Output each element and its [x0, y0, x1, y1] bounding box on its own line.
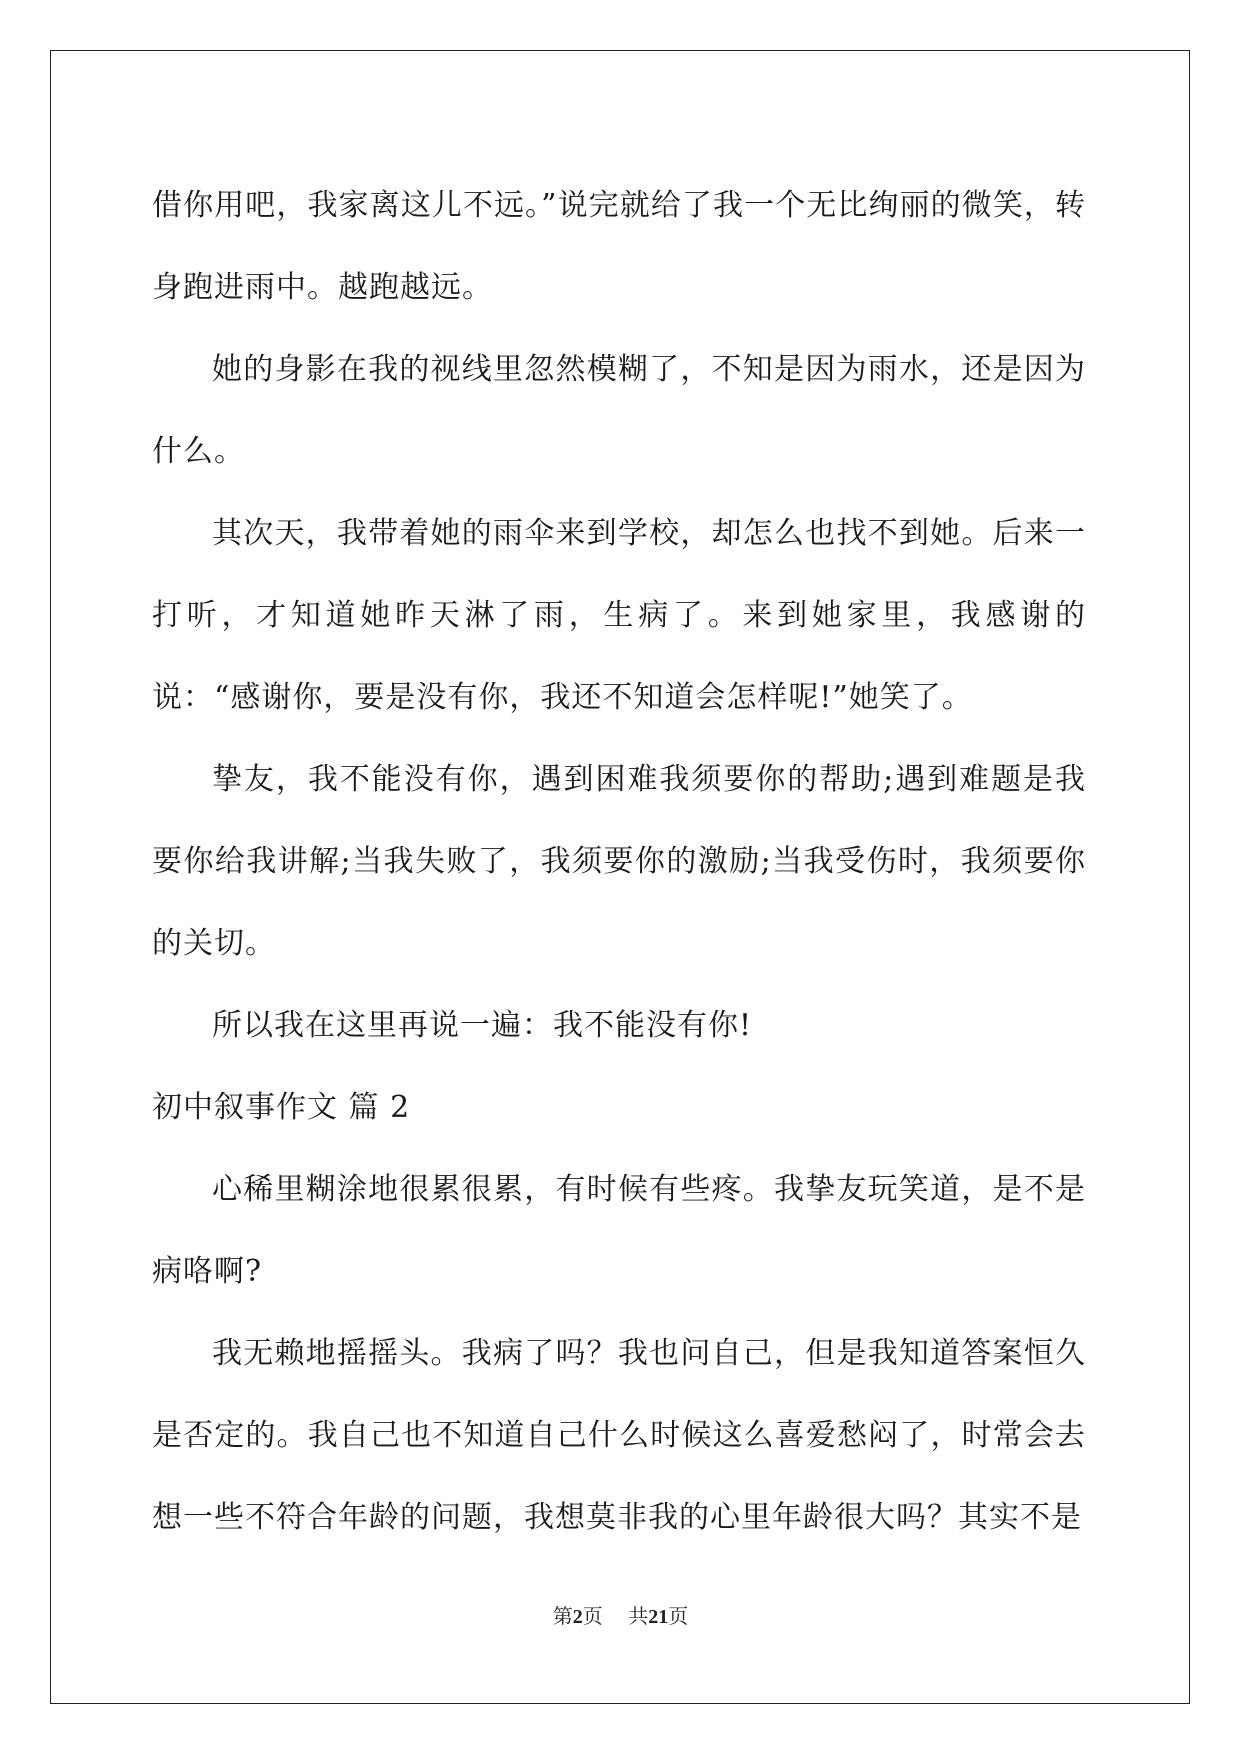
paragraph: 我无赖地摇摇头。我病了吗？我也问自己，但是我知道答案恒久是否定的。我自己也不知道自己什么时候这么喜爱愁闷了，时常会去想一些不符合年龄的问题，我想莫非我的心里年龄很大吗？其实不是	[152, 1336, 1086, 1535]
paragraph: 所以我在这里再说一遍：我不能没有你!	[212, 1008, 753, 1043]
paragraph: 挚友，我不能没有你，遇到困难我须要你的帮助;遇到难题是我要你给我讲解;当我失败了，我须要你的激励;当我受伤时，我须要你的关切。	[152, 762, 1086, 961]
total-pages: 21	[648, 1606, 669, 1628]
paragraph: 她的身影在我的视线里忽然模糊了，不知是因为雨水，还是因为什么。	[152, 352, 1086, 469]
page-suffix: 页	[582, 1604, 603, 1628]
paragraph: 其次天，我带着她的雨伞来到学校，却怎么也找不到她。后来一打听，才知道她昨天淋了雨，生病了。来到她家里，我感谢的说：“感谢你，要是没有你，我还不知道会怎样呢!”她笑了。	[152, 516, 1086, 715]
document-body	[152, 165, 1086, 1559]
page-prefix: 第	[552, 1604, 573, 1628]
paragraph: 心稀里糊涂地很累很累，有时候有些疼。我挚友玩笑道，是不是病咯啊?	[152, 1172, 1086, 1289]
total-suffix: 页	[668, 1604, 689, 1628]
page-footer	[0, 1600, 1241, 1629]
paragraph: 借你用吧，我家离这儿不远。”说完就给了我一个无比绚丽的微笑，转身跑进雨中。越跑越远。	[152, 188, 1086, 305]
total-prefix: 共	[628, 1604, 649, 1628]
section-heading: 初中叙事作文 篇 2	[152, 1090, 411, 1125]
page-number: 2	[572, 1606, 583, 1628]
